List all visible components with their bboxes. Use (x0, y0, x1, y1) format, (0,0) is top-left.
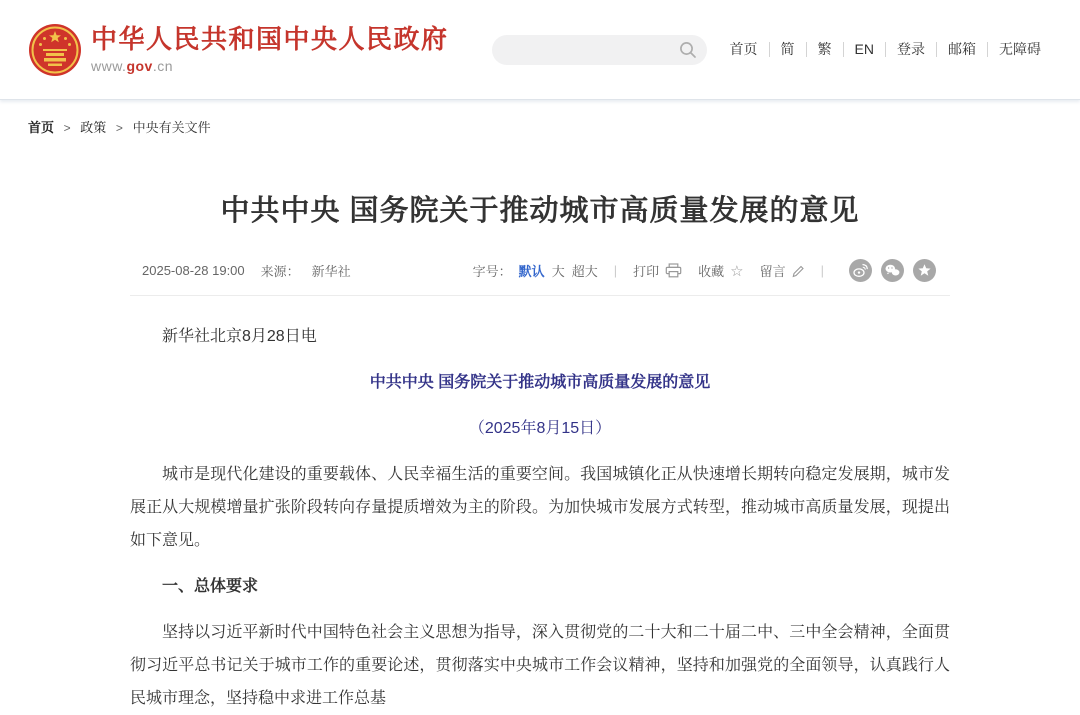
share-weibo-icon[interactable] (849, 259, 872, 282)
meta-divider: | (613, 263, 618, 278)
source-label: 来源： (260, 264, 300, 279)
printer-icon (665, 263, 682, 278)
print-button[interactable]: 打印 (633, 261, 682, 280)
site-url: www.gov.cn (91, 57, 174, 74)
nav-english[interactable]: EN (843, 42, 885, 57)
meta-right (473, 259, 936, 282)
fontsize-group (473, 261, 598, 280)
document-date: （2025年8月15日） (468, 420, 612, 437)
share-group (840, 259, 936, 282)
site-title: 中华人民共和国中央人民政府 (91, 24, 449, 54)
brand-text (91, 25, 449, 74)
document-body (130, 320, 950, 715)
nav-mailbox[interactable]: 邮箱 (936, 42, 987, 57)
breadcrumb-separator: > (115, 121, 123, 135)
national-emblem-icon (28, 23, 82, 77)
article (130, 188, 950, 715)
search-box (492, 35, 707, 65)
star-icon: ☆ (730, 262, 744, 280)
search-input[interactable] (492, 35, 707, 65)
breadcrumb-policy[interactable]: 政策 (80, 120, 107, 135)
dateline: 新华社北京8月28日电 (162, 328, 317, 345)
page-title: 中共中央 国务院关于推动城市高质量发展的意见 (220, 195, 860, 227)
comment-button[interactable]: 留言 (760, 261, 805, 280)
document-title: 中共中央 国务院关于推动城市高质量发展的意见 (369, 374, 711, 391)
article-meta-row (130, 259, 950, 282)
nav-login[interactable]: 登录 (885, 42, 936, 57)
fontsize-label: 字号： (472, 264, 512, 279)
source-value: 新华社 (311, 264, 351, 279)
meta-divider: | (820, 263, 824, 278)
share-wechat-icon[interactable] (881, 259, 904, 282)
search-icon[interactable] (678, 40, 698, 60)
nav-accessibility[interactable]: 无障碍 (987, 42, 1052, 57)
fontsize-large-button[interactable]: 大 (551, 264, 565, 279)
content-divider (130, 295, 950, 296)
breadcrumb-separator: > (63, 121, 71, 135)
publish-datetime: 2025-08-28 19:00 (142, 263, 245, 278)
site-header (0, 0, 1080, 100)
meta-left (142, 261, 351, 280)
pencil-icon (792, 264, 805, 278)
nav-home[interactable]: 首页 (729, 41, 758, 57)
nav-traditional[interactable]: 繁 (806, 42, 843, 57)
top-nav (719, 42, 1052, 57)
site-logo-link[interactable] (28, 23, 449, 77)
fontsize-default-button[interactable]: 默认 (518, 264, 545, 279)
fontsize-xlarge-button[interactable]: 超大 (571, 264, 598, 279)
breadcrumb-current: 中央有关文件 (132, 120, 211, 135)
breadcrumb-home[interactable]: 首页 (28, 120, 55, 135)
nav-simplified[interactable]: 简 (769, 42, 806, 57)
paragraph-intro: 城市是现代化建设的重要载体、人民幸福生活的重要空间。我国城镇化正从快速增长期转向稳定发展期，城市发展正从大规模增量扩张阶段转向存量提质增效为主的阶段。为加快城市发展方式转型，推动城市高质量发展，现提出如下意见。 (130, 466, 950, 549)
favorite-button[interactable]: 收藏 ☆ (698, 262, 744, 280)
section-heading-1: 一、总体要求 (162, 578, 259, 595)
share-favorite-icon[interactable] (913, 259, 936, 282)
paragraph-section-1: 坚持以习近平新时代中国特色社会主义思想为指导，深入贯彻党的二十大和二十届二中、三中全会精神，全面贯彻习近平总书记关于城市工作的重要论述，贯彻落实中央城市工作会议精神，坚持和加强党的全面领导，认真践行人民城市理念，坚持稳中求进工作总基 (130, 624, 950, 707)
breadcrumb (0, 100, 1080, 142)
